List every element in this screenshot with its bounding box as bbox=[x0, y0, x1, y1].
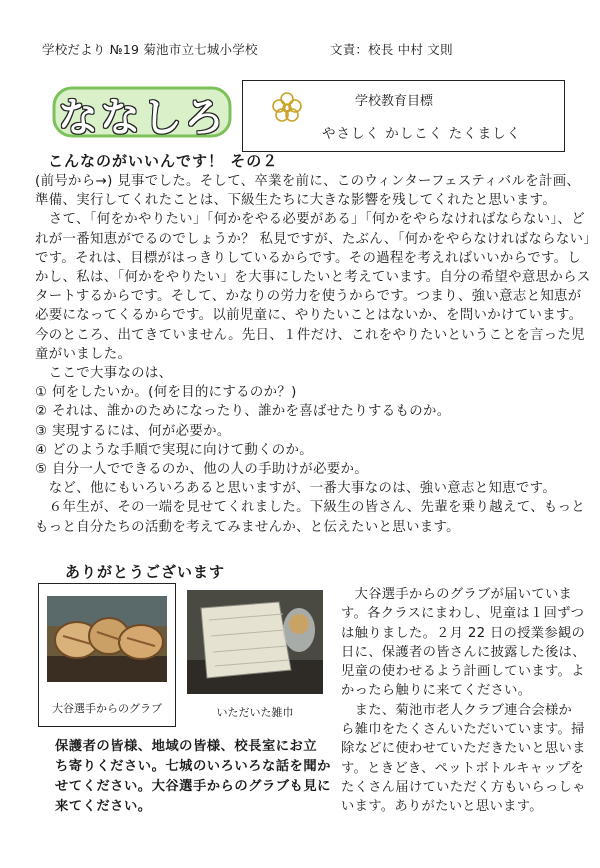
article1-body bbox=[35, 172, 598, 537]
article1-line: 準備、実行してくれたことは、下級生たちに大きな影響を残してくれたと思います。 bbox=[35, 193, 557, 209]
newsletter-info: 学校だより №19 菊池市立七城小学校 bbox=[42, 42, 258, 57]
article2-line: す。ときどき、ペットボトルキャップを bbox=[341, 760, 585, 776]
article2-heading: ありがとうございます bbox=[65, 563, 226, 581]
visit-invitation bbox=[55, 737, 335, 817]
article1-line: 童がいました。 bbox=[35, 346, 132, 362]
list-item: ① 何をしたいか。(何を目的にするのか？) bbox=[35, 385, 297, 401]
article1-line: です。それは、目標がはっきりしているからです。その過程を考えればいいからです。し bbox=[35, 250, 582, 266]
article2-line: かったら触りに来てください。 bbox=[341, 683, 532, 699]
rag-photo-frame bbox=[187, 590, 323, 722]
article1-line: 必要になってくるからです。以前児童に、やりたいことはないか、を問いかけています。 bbox=[35, 308, 583, 324]
article1-line: さて、「何をかやりたい」「何かをやる必要がある」「何かをやらなければならない」、ど bbox=[35, 212, 586, 228]
list-item: ④ どのような手順で実現に向けて動くのか。 bbox=[35, 442, 314, 458]
invitation-line: せてください。大谷選手からのグラブも見に bbox=[55, 779, 331, 794]
list-item: ⑤ 自分一人でできるのか、他の人の手助けが必要か。 bbox=[35, 462, 368, 478]
article1-heading: こんなのがいいんです！ その２ bbox=[48, 152, 279, 170]
glove-photo bbox=[47, 596, 167, 682]
photo2-caption: いただいた雑巾 bbox=[216, 706, 294, 719]
article1-line: ここで大事なのは、 bbox=[35, 366, 173, 382]
newsletter-logo bbox=[52, 84, 232, 141]
article2-line: また、菊池市老人クラブ連合会様か bbox=[341, 702, 573, 718]
article2-line: す。各クラスにまわし、児童は１回ずつ bbox=[341, 606, 585, 622]
article2-line: 日に、保護者の皆さんに披露した後は、 bbox=[341, 644, 586, 660]
article2-line: たくさん届けていただく方もいらっしゃ bbox=[341, 779, 586, 795]
glove-photo-frame bbox=[38, 583, 176, 727]
author-credit: 文責：校長 中村 文則 bbox=[330, 42, 453, 57]
invitation-line: 保護者の皆様、地域の皆様、校長室にお立 bbox=[55, 739, 318, 754]
rag-photo bbox=[187, 590, 323, 694]
school-crest-icon bbox=[270, 90, 304, 124]
article2-line: は触りました。２月 22 日の授業参観の bbox=[341, 625, 586, 641]
article1-line: 今のところ、出てきていません。先日、１件だけ、これをやりたいということを言った児 bbox=[35, 327, 585, 343]
article2-line: ら雑巾をたくさんいただいています。掃 bbox=[341, 722, 585, 738]
article1-line: など、他にもいろいろあると思いますが、一番大事なのは、強い意志と知恵です。 bbox=[35, 481, 557, 497]
goal-text: やさしく かしこく たくましく bbox=[322, 126, 522, 142]
logo-text: ななしろ bbox=[58, 95, 226, 141]
article1-line: タートするからです。そして、かなりの労力を使うからです。つまり、強い意志と知恵が bbox=[35, 289, 582, 305]
article1-line: かし、私は、「何かをやりたい」を大事にしたいと考えています。自分の希望や意思からス bbox=[35, 270, 591, 286]
article2-line: 除などに使わせていただきたいと思いま bbox=[341, 741, 586, 757]
article2-line: います。ありがたいと思います。 bbox=[341, 799, 543, 815]
article2-line: 大谷選手からのグラブが届いていま bbox=[341, 587, 573, 602]
list-item: ② それは、誰かのためになったり、誰かを喜ばせたりするものか。 bbox=[35, 404, 451, 420]
invitation-line: ち寄りください。七城のいろいろな話を聞か bbox=[55, 759, 331, 774]
photo1-caption: 大谷選手からのグラブ bbox=[52, 702, 162, 715]
invitation-line: 来てください。 bbox=[55, 799, 152, 814]
article2-line: 児童の使わせるよう計画しています。よ bbox=[341, 664, 585, 680]
article2-body bbox=[341, 585, 586, 817]
article1-line: もっと自分たちの活動を考えてみませんか、と伝えたいと思います。 bbox=[35, 519, 460, 535]
goal-heading: 学校教育目標 bbox=[355, 94, 434, 109]
article1-line: れが一番知恵がでるのでしょうか？ 私見ですが、たぶん、「何かをやらなければならない」 bbox=[35, 231, 598, 247]
article1-line: ６年生が、その一端を見せてくれました。下級生の皆さん、先輩を乗り越えて、もっと bbox=[35, 500, 586, 516]
article1-line: (前号から→) 見事でした。そして、卒業を前に、このウィンターフェスティバルを計画、 bbox=[35, 174, 581, 189]
list-item: ③ 実現するには、何が必要か。 bbox=[35, 423, 231, 439]
